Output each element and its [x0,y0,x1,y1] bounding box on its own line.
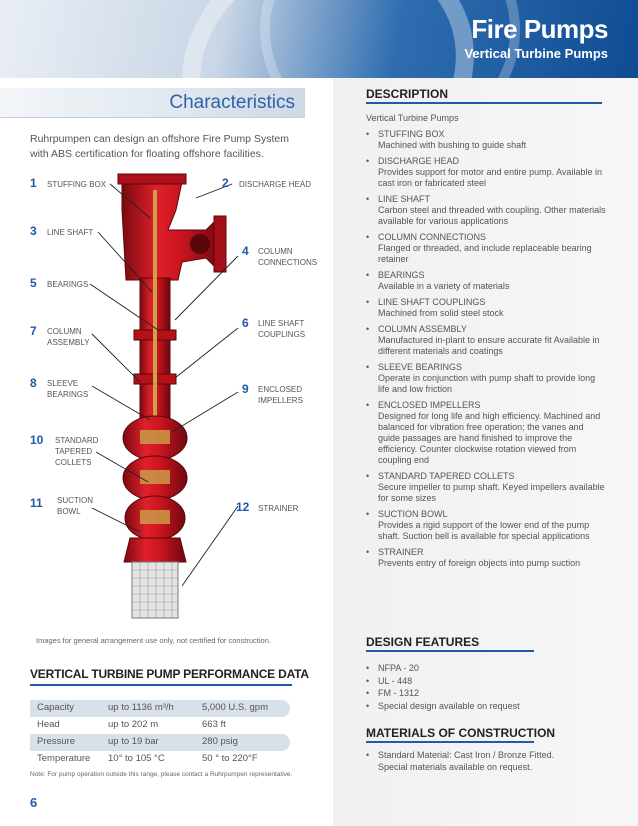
item-head: • COLUMN ASSEMBLY [378,324,467,334]
characteristics-title: Characteristics [169,92,295,113]
label-stuffing-box: STUFFING BOX [47,180,107,189]
list-item [366,362,606,395]
imperial-cell: 5,000 U.S. gpm [202,702,269,713]
table-row [30,734,290,751]
item-body: Prevents entry of foreign objects into pump suction [378,558,581,568]
param-cell: Pressure [37,736,76,747]
description-rule [366,102,602,104]
page-header [0,0,638,78]
label-number-10: 10 [30,433,44,447]
list-item: • FM - 1312 [366,687,606,700]
label-number-11: 11 [30,496,43,510]
impeller-1 [140,430,170,444]
leader-7 [92,334,140,382]
metric-cell: up to 202 m [108,719,159,730]
metric-cell: up to 19 bar [108,736,159,747]
leader-4 [175,256,238,320]
list-item [366,471,606,504]
pump-diagram [0,170,333,630]
item-head: • STRAINER [378,547,424,557]
discharge-bore [190,234,210,254]
item-head: • COLUMN CONNECTIONS [378,232,487,242]
list-item [366,156,606,189]
header-title: Fire Pumps [471,14,608,44]
discharge-flange [214,216,226,272]
list-item [366,129,606,151]
label-number-3: 3 [30,224,37,238]
table-row [30,700,290,717]
item-body: Carbon steel and threaded with coupling. Other materials available for various applications [378,205,606,226]
item-body: Available in a variety of materials [378,281,510,291]
label-sleeve-bearings: SLEEVE BEARINGS [47,379,89,399]
label-number-8: 8 [30,376,37,390]
leader-6 [175,328,238,378]
param-cell: Temperature [37,753,91,764]
list-item [366,547,606,569]
item-body: Provides support for motor and entire pump. Available in cast iron or fabricated steel [378,167,602,188]
design-features-rule [366,650,534,652]
label-number-4: 4 [242,244,249,258]
label-number-2: 2 [222,176,229,190]
imperial-cell: 280 psig [202,736,238,747]
list-item: • Special design available on request [366,700,606,713]
metric-cell: up to 1136 m³/h [108,702,174,713]
label-discharge-head: DISCHARGE HEAD [239,180,312,189]
item-body: Manufactured in-plant to ensure accurate fit Available in different materials and coatings [378,335,600,356]
performance-note: Note: For pump operation outside this range, please contact a Ruhrpumpen representative. [30,771,293,778]
impeller-2 [140,470,170,484]
label-enclosed-impellers: ENCLOSED IMPELLERS [258,385,303,405]
item-body: Machined with bushing to guide shaft [378,140,527,150]
page-number: 6 [30,795,38,810]
item-head: • SUCTION BOWL [378,509,448,519]
discharge-head [122,182,222,280]
item-head: • BEARINGS [378,270,425,280]
list-item [366,509,606,542]
param-cell: Head [37,719,60,730]
item-head: • ENCLOSED IMPELLERS [378,400,481,410]
param-cell: Capacity [37,702,74,713]
materials-rule [366,741,534,743]
item-head: • LINE SHAFT COUPLINGS [378,297,486,307]
description-list [366,129,606,574]
label-bearings: BEARINGS [47,280,89,289]
label-number-5: 5 [30,276,37,290]
item-head: • SLEEVE BEARINGS [378,362,463,372]
suction-bell [124,538,186,562]
performance-title: VERTICAL TURBINE PUMP PERFORMANCE DATA [30,667,309,681]
design-features-title: DESIGN FEATURES [366,635,480,649]
imperial-cell: 663 ft [202,719,226,730]
item-head: • LINE SHAFT [378,194,431,204]
leader-9 [172,392,238,432]
label-number-7: 7 [30,324,37,338]
description-intro: Vertical Turbine Pumps [366,113,459,123]
list-item: • NFPA - 20 [366,662,606,675]
label-line-shaft-couplings: LINE SHAFT COUPLINGS [258,319,306,339]
characteristics-intro: Ruhrpumpen can design an offshore Fire Pump System with ABS certification for floating offshore facilities. [30,133,289,160]
item-body: Flanged or threaded, and include replaceable bearing retainer [378,243,592,264]
table-row [30,717,290,734]
list-item [366,270,606,292]
diagram-caption: Images for general arrangement use only, not certified for construction. [36,636,271,645]
label-number-12: 12 [236,500,250,514]
item-body: Provides a rigid support of the lower end of the pump shaft. Suction bell is available for special applications [378,520,590,541]
list-item [366,194,606,227]
characteristics-bar [0,88,305,118]
strainer [132,562,178,618]
header-subtitle: Vertical Turbine Pumps [464,46,608,61]
list-item [366,297,606,319]
label-suction-bowl: SUCTION BOWL [57,496,93,516]
motor-flange [118,174,186,184]
item-head: • STUFFING BOX [378,129,445,139]
table-row [30,751,290,768]
list-item [366,400,606,466]
list-item: • UL - 448 [366,675,606,688]
label-column-assembly: COLUMN ASSEMBLY [47,327,90,347]
label-line-shaft: LINE SHAFT [47,228,94,237]
item-head: • DISCHARGE HEAD [378,156,460,166]
performance-rule [30,684,292,686]
item-body: Secure impeller to pump shaft. Keyed impellers available for some sizes [378,482,605,503]
list-item [366,324,606,357]
impeller-3 [140,510,170,524]
label-strainer: STRAINER [258,504,299,513]
list-item: • Standard Material: Cast Iron / Bronze Fitted. Special materials available on request. [366,750,566,773]
leader-12 [182,506,238,586]
metric-cell: 10° to 105 °C [108,753,165,764]
description-title: DESCRIPTION [366,87,449,101]
item-body: Operate in conjunction with pump shaft to provide long life and low friction [378,373,596,394]
label-standard-tapered-collets: STANDARD TAPERED COLLETS [55,436,99,467]
materials-title: MATERIALS OF CONSTRUCTION [366,726,556,740]
list-item [366,232,606,265]
label-number-1: 1 [30,176,37,190]
performance-table [30,700,290,768]
label-column-connections: COLUMN CONNECTIONS [258,247,318,267]
item-body: Designed for long life and high efficiency. Machined and balanced for vibration free operation; the vanes and guide passages are hand finished to improve the efficiency. Counter clockwise rotation viewed from coupling end [378,411,601,465]
materials-list [366,750,566,773]
label-number-9: 9 [242,382,249,396]
item-body: Machined from solid steel stock [378,308,504,318]
design-features-list [366,662,606,712]
imperial-cell: 50 ° to 220°F [202,753,258,764]
item-head: • STANDARD TAPERED COLLETS [378,471,515,481]
label-number-6: 6 [242,316,249,330]
